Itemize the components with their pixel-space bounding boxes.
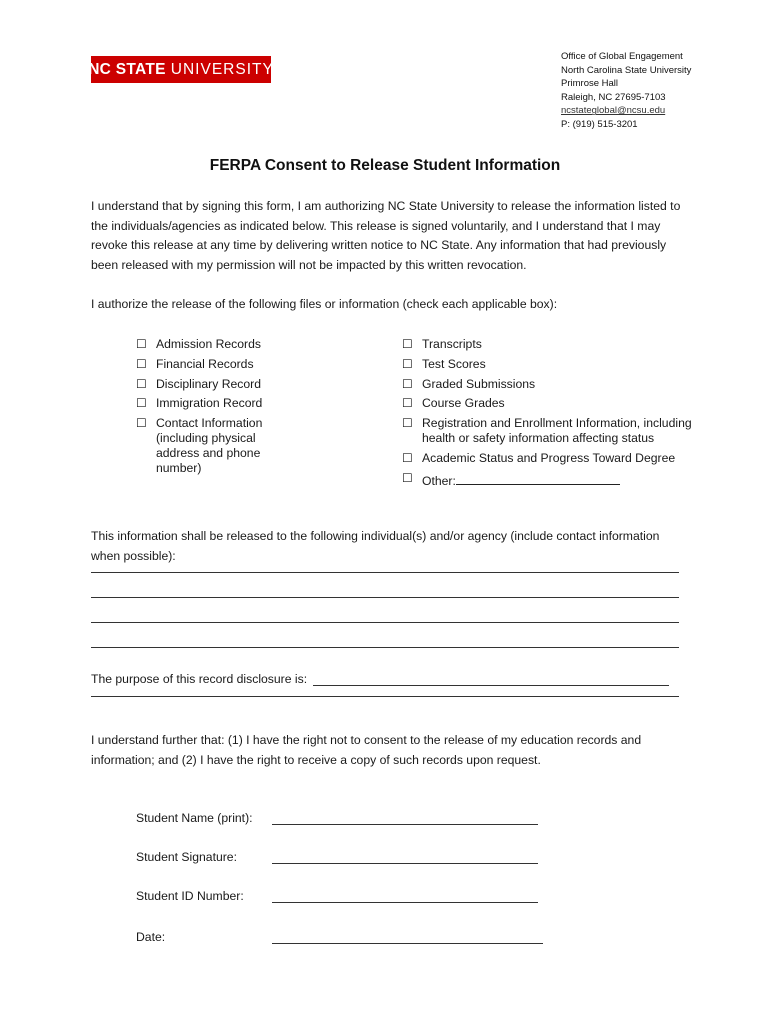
understand-paragraph: I understand further that: (1) I have the right not to consent to the release of my education records and information; and (2) I have the right to receive a copy of such records upon request. xyxy=(91,733,642,767)
date-label: Date: xyxy=(136,930,166,944)
office-address xyxy=(561,50,691,132)
checkbox-icon[interactable]: ☐ xyxy=(402,356,413,371)
checkbox-icon[interactable]: ☐ xyxy=(136,376,147,391)
address-line-office: Office of Global Engagement xyxy=(561,51,683,62)
checkbox-icon[interactable]: ☐ xyxy=(402,376,413,391)
checkbox-label: Disciplinary Record xyxy=(156,376,261,391)
checkbox-registration-enrollment[interactable] xyxy=(402,416,712,446)
purpose-input-line[interactable] xyxy=(313,671,669,686)
student-name-row xyxy=(136,810,538,825)
left-checkbox-list xyxy=(136,337,276,481)
checkbox-label: Financial Records xyxy=(156,356,254,371)
purpose-line-2[interactable] xyxy=(91,696,679,697)
checkbox-admission-records[interactable] xyxy=(136,337,276,352)
phone-number: P: (919) 515-3201 xyxy=(561,118,638,130)
nc-state-logo xyxy=(88,56,274,83)
checkbox-other[interactable] xyxy=(402,471,712,489)
purpose-row xyxy=(91,671,669,686)
checkbox-contact-information[interactable] xyxy=(136,416,276,476)
right-checkbox-list xyxy=(402,337,712,494)
authorize-prompt: I authorize the release of the following files or information (check each applicable box): xyxy=(91,297,558,311)
recipient-line-3[interactable] xyxy=(91,622,679,623)
checkbox-label xyxy=(422,471,620,489)
checkbox-label: Test Scores xyxy=(422,356,486,371)
other-input-line[interactable] xyxy=(456,471,620,485)
purpose-label: The purpose of this record disclosure is: xyxy=(91,672,308,686)
checkbox-icon[interactable]: ☐ xyxy=(136,337,147,351)
checkbox-transcripts[interactable] xyxy=(402,337,712,352)
logo-bold-text: NC STATE xyxy=(88,60,166,78)
checkbox-financial-records[interactable] xyxy=(136,357,276,372)
checkbox-icon[interactable]: ☐ xyxy=(402,450,413,465)
student-id-row xyxy=(136,888,538,903)
recipient-line-4[interactable] xyxy=(91,647,679,648)
recipient-line-1[interactable] xyxy=(91,572,679,573)
checkbox-icon[interactable]: ☐ xyxy=(402,470,413,485)
checkbox-icon[interactable]: ☐ xyxy=(136,416,147,431)
address-line-city: Raleigh, NC 27695-7103 xyxy=(561,91,666,103)
release-to-paragraph: This information shall be released to the following individual(s) and/or agency (include contact information when possible): xyxy=(91,529,660,563)
checkbox-label: Admission Records xyxy=(156,337,261,351)
checkbox-immigration-record[interactable] xyxy=(136,396,276,411)
student-id-label: Student ID Number: xyxy=(136,889,244,903)
logo-rest-text: UNIVERSITY xyxy=(170,60,274,78)
student-id-input[interactable] xyxy=(272,888,538,903)
checkbox-icon[interactable]: ☐ xyxy=(402,396,413,411)
date-row xyxy=(136,929,543,944)
student-name-input[interactable] xyxy=(272,810,538,825)
date-input[interactable] xyxy=(272,929,543,944)
checkbox-icon[interactable]: ☐ xyxy=(136,396,147,411)
checkbox-label: Graded Submissions xyxy=(422,376,536,391)
checkbox-academic-status[interactable] xyxy=(402,451,712,466)
address-line-building: Primrose Hall xyxy=(561,78,619,90)
checkbox-label: Immigration Record xyxy=(156,396,263,411)
checkbox-label: Registration and Enrollment Information, including health or safety information affecting status xyxy=(422,416,692,446)
other-label: Other: xyxy=(422,473,456,488)
checkbox-course-grades[interactable] xyxy=(402,396,712,411)
student-signature-label: Student Signature: xyxy=(136,850,237,864)
student-signature-input[interactable] xyxy=(272,849,538,864)
student-name-label: Student Name (print): xyxy=(136,811,253,825)
checkbox-graded-submissions[interactable] xyxy=(402,377,712,392)
checkbox-icon[interactable]: ☐ xyxy=(402,337,413,351)
checkbox-icon[interactable]: ☐ xyxy=(402,416,413,431)
form-title: FERPA Consent to Release Student Information xyxy=(209,157,561,174)
checkbox-icon[interactable]: ☐ xyxy=(136,356,147,371)
address-line-university: North Carolina State University xyxy=(561,64,692,76)
student-signature-row xyxy=(136,849,538,864)
checkbox-label: Academic Status and Progress Toward Degree xyxy=(422,450,676,465)
checkbox-label: Contact Information (including physical address and phone number) xyxy=(156,416,263,476)
intro-paragraph: I understand that by signing this form, I am authorizing NC State University to release the information listed to the individuals/agencies as indicated below. This release is signed voluntarily, and I understand that I may revoke this release at any time by delivering written notice to NC State. Any information that had previously been released with my permission will not be impacted by this written revocation. xyxy=(91,199,681,272)
checkbox-test-scores[interactable] xyxy=(402,357,712,372)
checkbox-label: Transcripts xyxy=(422,337,482,351)
email-link[interactable]: ncstateglobal@ncsu.edu xyxy=(561,105,666,117)
checkbox-label: Course Grades xyxy=(422,396,505,411)
recipient-line-2[interactable] xyxy=(91,597,679,598)
checkbox-disciplinary-record[interactable] xyxy=(136,377,276,392)
